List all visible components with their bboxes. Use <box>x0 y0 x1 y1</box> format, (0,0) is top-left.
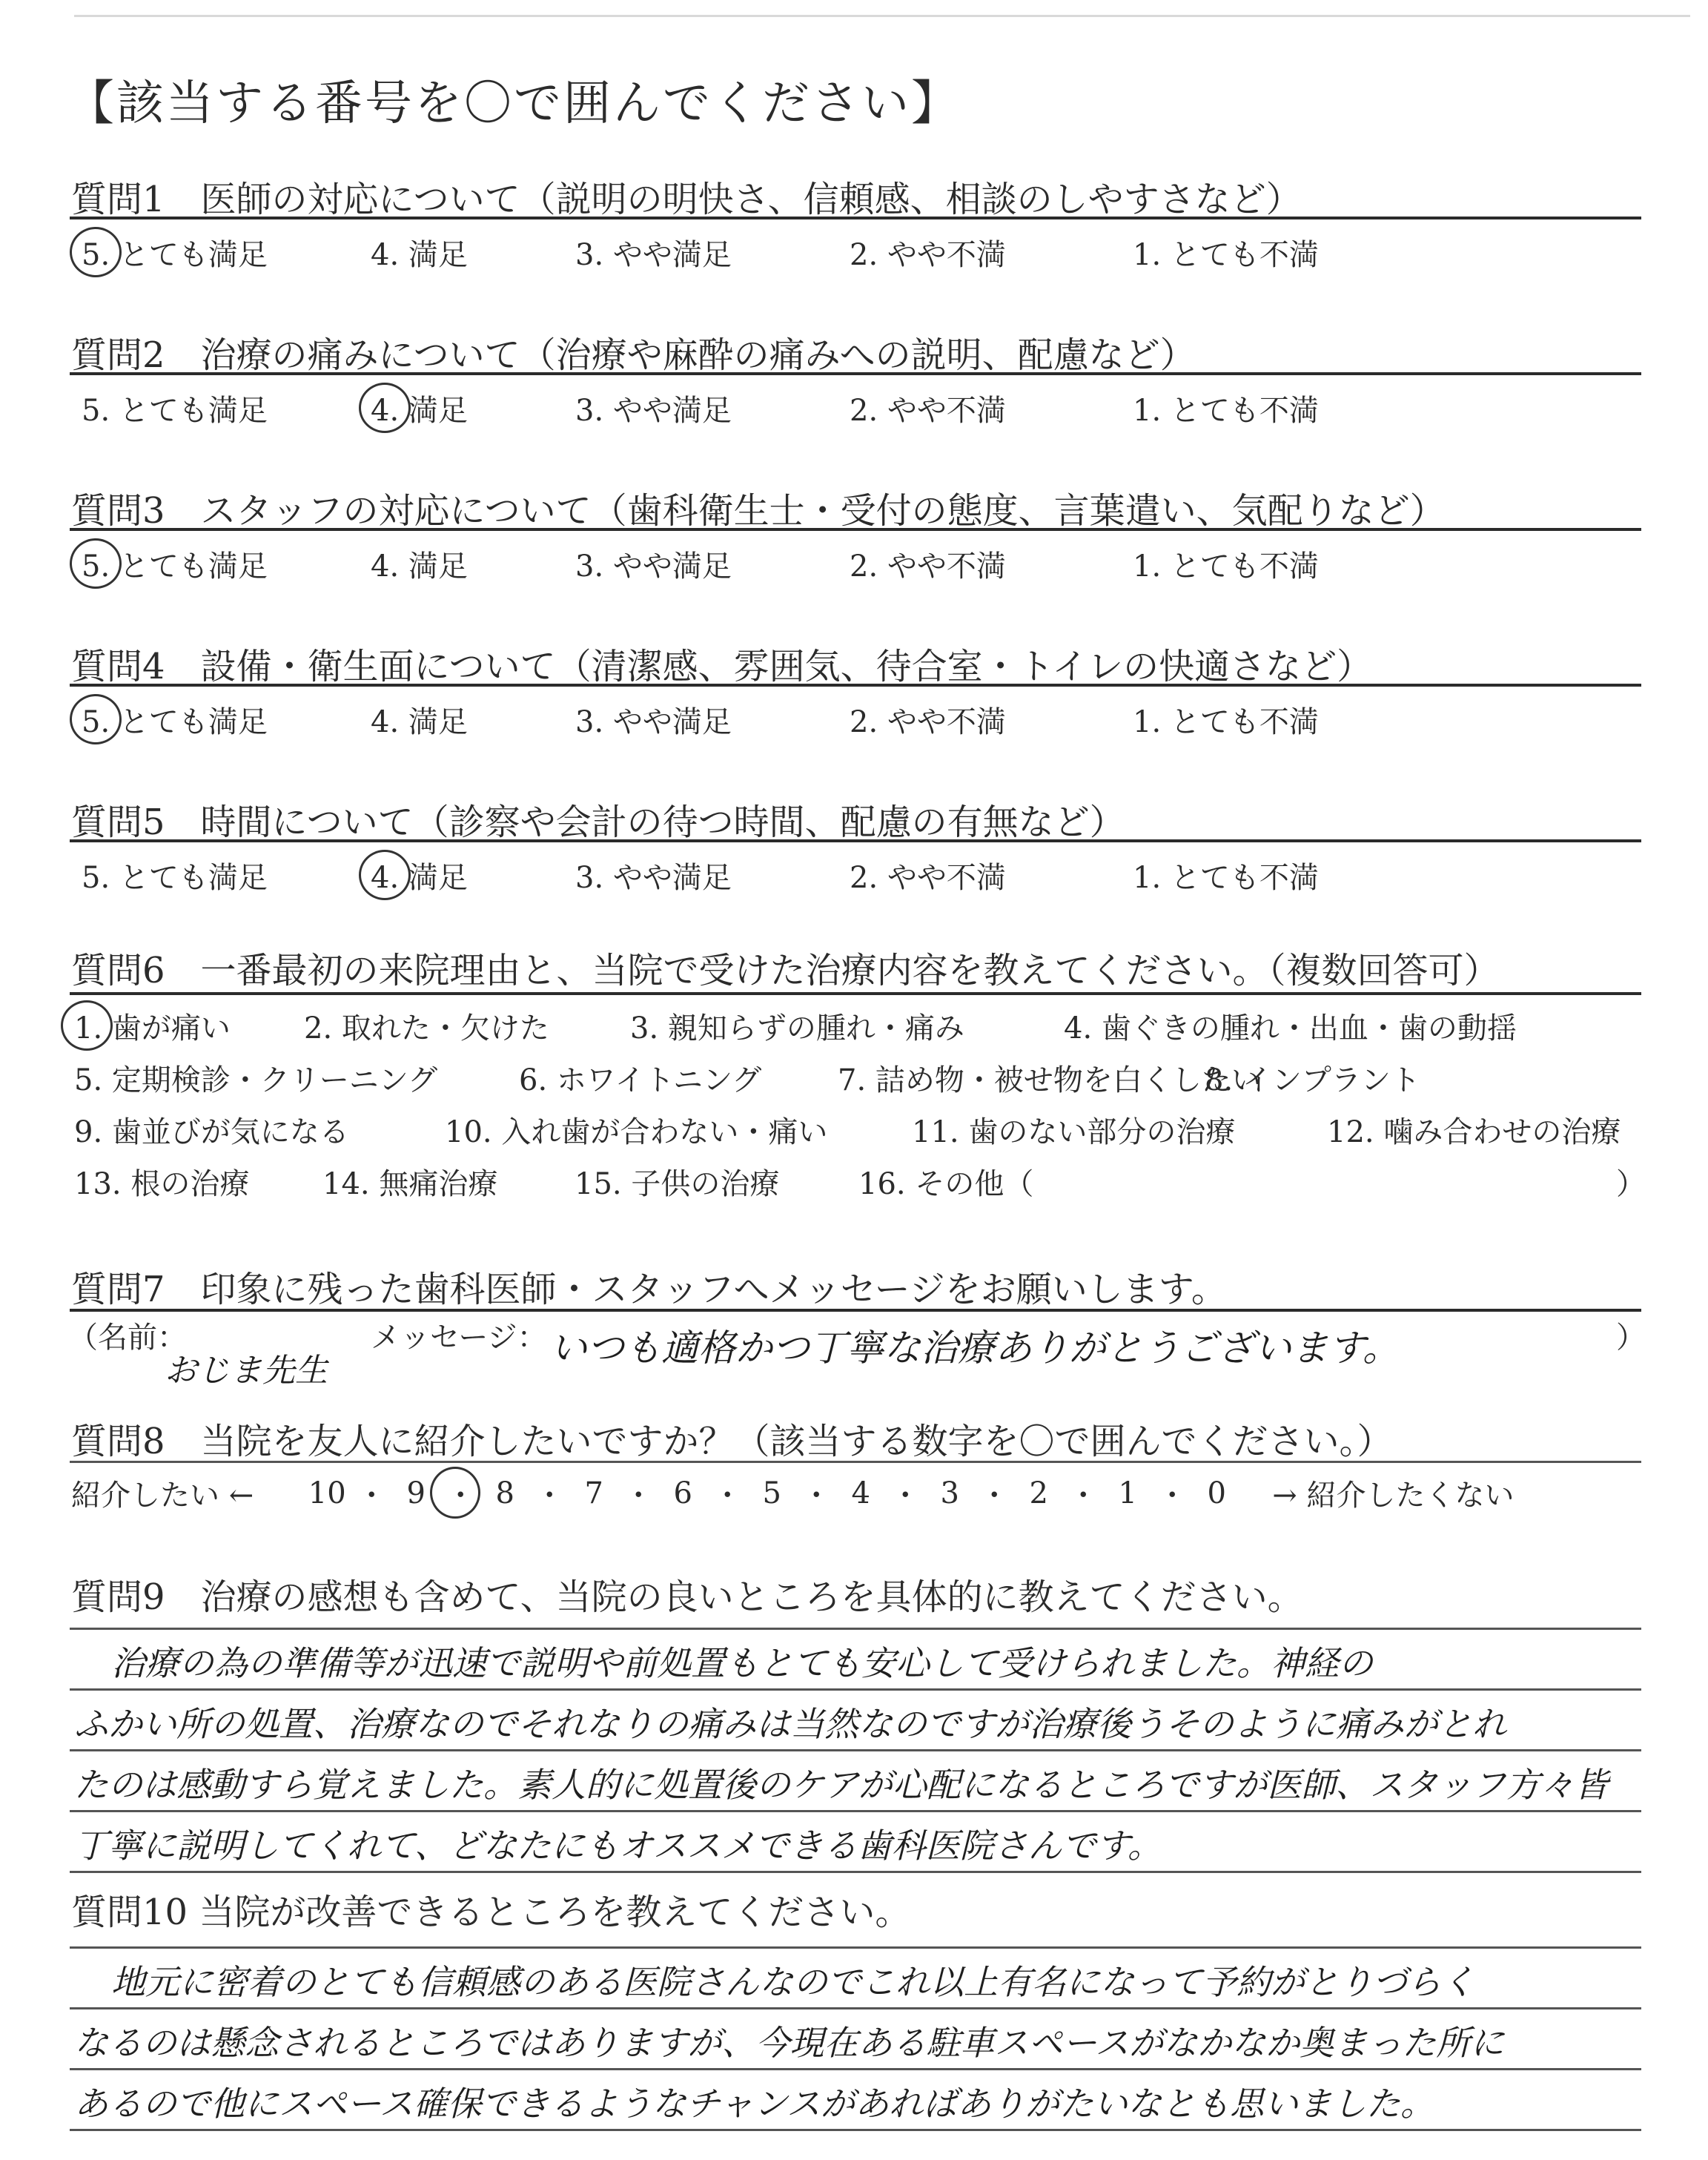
page-title: 【該当する番号を〇で囲んでください】 <box>67 76 961 131</box>
q9-answer-line[interactable]: ふかい所の処置、治療なのでそれなりの痛みは当然なのですが治療後うそのように痛みがとれ <box>74 1704 1506 1744</box>
q2-title: 質問2 治療の痛みについて（治療や麻酔の痛みへの説明、配慮など） <box>71 334 1196 376</box>
q2-option-3[interactable]: 3. やや満足 <box>575 394 732 428</box>
q8-scale-7[interactable]: 7 <box>584 1476 603 1510</box>
q9-answer-rule <box>70 1688 1641 1691</box>
q6-option-9[interactable]: 9. 歯並びが気になる <box>74 1115 349 1149</box>
q8-scale-separator: ・ <box>357 1479 387 1513</box>
q10-answer-rule <box>70 1946 1641 1949</box>
q5-option-1[interactable]: 1. とても不満 <box>1133 861 1319 895</box>
q9-answer-rule <box>70 1628 1641 1630</box>
q6-other-close-paren: ） <box>1616 1167 1646 1201</box>
q3-selected-circle <box>70 538 122 589</box>
q4-option-1[interactable]: 1. とても不満 <box>1133 705 1319 739</box>
q8-scale-8[interactable]: 8 <box>495 1476 514 1510</box>
q7-rule <box>70 1309 1641 1312</box>
q3-option-4[interactable]: 4. 満足 <box>371 549 468 584</box>
q3-option-1[interactable]: 1. とても不満 <box>1133 549 1319 584</box>
q8-scale-10[interactable]: 10 <box>308 1476 346 1510</box>
q6-option-8[interactable]: 8. インプラント <box>1205 1063 1420 1097</box>
q10-answer-rule <box>70 2068 1641 2070</box>
q8-scale-4[interactable]: 4 <box>851 1476 870 1510</box>
q1-option-3[interactable]: 3. やや満足 <box>575 238 732 272</box>
q8-scale-separator: ・ <box>890 1479 921 1513</box>
q6-option-15[interactable]: 15. 子供の治療 <box>575 1167 780 1201</box>
q6-option-14[interactable]: 14. 無痛治療 <box>322 1167 498 1201</box>
q5-rule <box>70 839 1641 842</box>
q8-scale-9[interactable]: 9 <box>406 1476 426 1510</box>
q8-selected-circle <box>430 1467 480 1519</box>
q1-option-5[interactable]: 5. とても満足 <box>82 238 268 272</box>
q8-scale-6[interactable]: 6 <box>673 1476 692 1510</box>
q9-answer-rule <box>70 1810 1641 1812</box>
q1-selected-circle <box>70 227 122 277</box>
q4-option-2[interactable]: 2. やや不満 <box>850 705 1006 739</box>
q10-answer-rule <box>70 2129 1641 2131</box>
q7-name-value[interactable]: おじま先生 <box>165 1352 328 1390</box>
q5-option-5[interactable]: 5. とても満足 <box>82 861 268 895</box>
q5-option-4[interactable]: 4. 満足 <box>371 861 468 895</box>
q6-selected-circle <box>61 1000 113 1051</box>
q7-message-label: メッセージ： <box>371 1321 547 1355</box>
top-border <box>74 15 1690 17</box>
q9-answer-rule <box>70 1871 1641 1873</box>
q6-option-16[interactable]: 16. その他（ <box>858 1167 1034 1201</box>
q6-option-2[interactable]: 2. 取れた・欠けた <box>304 1011 549 1046</box>
q4-option-3[interactable]: 3. やや満足 <box>575 705 732 739</box>
q6-option-6[interactable]: 6. ホワイトニング <box>519 1063 762 1097</box>
q6-title: 質問6 一番最初の来院理由と、当院で受けた治療内容を教えてください。（複数回答可） <box>71 950 1500 991</box>
q1-rule <box>70 217 1641 219</box>
q8-rule <box>70 1461 1641 1463</box>
q7-close-paren: ） <box>1616 1321 1646 1355</box>
q8-scale-1[interactable]: 1 <box>1118 1476 1137 1510</box>
q10-answer-rule <box>70 2007 1641 2009</box>
q8-scale-5[interactable]: 5 <box>762 1476 781 1510</box>
q6-option-11[interactable]: 11. 歯のない部分の治療 <box>912 1115 1236 1149</box>
q1-option-4[interactable]: 4. 満足 <box>371 238 468 272</box>
q9-answer-rule <box>70 1749 1641 1751</box>
q7-name-label: （名前： <box>68 1321 187 1355</box>
q1-option-1[interactable]: 1. とても不満 <box>1133 238 1319 272</box>
q4-title: 質問4 設備・衛生面について（清潔感、雰囲気、待合室・トイレの快適さなど） <box>71 646 1373 687</box>
q8-right-label: → 紹介したくない <box>1272 1479 1515 1513</box>
q2-option-5[interactable]: 5. とても満足 <box>82 394 268 428</box>
q4-option-5[interactable]: 5. とても満足 <box>82 705 268 739</box>
q5-option-3[interactable]: 3. やや満足 <box>575 861 732 895</box>
q9-answer-line[interactable]: 治療の為の準備等が迅速で説明や前処置もとても安心して受けられました。神経の <box>111 1643 1373 1683</box>
q2-option-2[interactable]: 2. やや不満 <box>850 394 1006 428</box>
q4-selected-circle <box>70 694 122 744</box>
q8-left-label: 紹介したい ← <box>71 1479 254 1513</box>
q8-scale-separator: ・ <box>534 1479 565 1513</box>
q8-scale-3[interactable]: 3 <box>940 1476 959 1510</box>
q9-title: 質問9 治療の感想も含めて、当院の良いところを具体的に教えてください。 <box>71 1576 1303 1618</box>
q8-scale-separator: ・ <box>446 1479 476 1513</box>
q6-option-3[interactable]: 3. 親知らずの腫れ・痛み <box>630 1011 964 1046</box>
q7-message-value[interactable]: いつも適格かつ丁寧な治療ありがとうございます。 <box>550 1327 1400 1370</box>
q5-selected-circle <box>359 850 411 900</box>
q4-rule <box>70 684 1641 687</box>
q10-answer-line[interactable]: なるのは懸念されるところではありますが、今現在ある駐車スペースがなかなか奥まった所に <box>74 2023 1505 2063</box>
q10-title: 質問10 当院が改善できるところを教えてください。 <box>71 1892 911 1933</box>
q8-scale-2[interactable]: 2 <box>1029 1476 1048 1510</box>
q8-scale <box>71 1472 1643 1514</box>
q8-scale-separator: ・ <box>623 1479 654 1513</box>
q5-title: 質問5 時間について（診察や会計の待つ時間、配慮の有無など） <box>71 802 1125 843</box>
q6-option-10[interactable]: 10. 入れ歯が合わない・痛い <box>445 1115 828 1149</box>
q3-title: 質問3 スタッフの対応について（歯科衛生士・受付の態度、言葉遣い、気配りなど） <box>71 490 1446 532</box>
q2-option-4[interactable]: 4. 満足 <box>371 394 468 428</box>
q4-option-4[interactable]: 4. 満足 <box>371 705 468 739</box>
q8-scale-separator: ・ <box>712 1479 743 1513</box>
q1-option-2[interactable]: 2. やや不満 <box>850 238 1006 272</box>
q6-option-13[interactable]: 13. 根の治療 <box>74 1167 250 1201</box>
q3-option-3[interactable]: 3. やや満足 <box>575 549 732 584</box>
q2-selected-circle <box>359 383 411 433</box>
q5-option-2[interactable]: 2. やや不満 <box>850 861 1006 895</box>
q1-title: 質問1 医師の対応について（説明の明快さ、信頼感、相談のしやすさなど） <box>71 179 1302 220</box>
q8-scale-separator: ・ <box>1157 1479 1188 1513</box>
q3-rule <box>70 528 1641 531</box>
q9-answer-line[interactable]: たのは感動すら覚えました。素人的に処置後のケアが心配になるところですが医師、スタッフ方々皆 <box>74 1765 1609 1805</box>
q6-rule <box>70 992 1641 995</box>
q6-option-7[interactable]: 7. 詰め物・被せ物を白くしたい <box>838 1063 1261 1097</box>
q6-option-5[interactable]: 5. 定期検診・クリーニング <box>74 1063 438 1097</box>
q6-option-4[interactable]: 4. 歯ぐきの腫れ・出血・歯の動揺 <box>1064 1011 1517 1046</box>
q2-rule <box>70 372 1641 375</box>
q8-scale-separator: ・ <box>979 1479 1010 1513</box>
q6-option-1[interactable]: 1. 歯が痛い <box>74 1011 231 1046</box>
q3-option-2[interactable]: 2. やや不満 <box>850 549 1006 584</box>
q8-title: 質問8 当院を友人に紹介したいですか？（該当する数字を〇で囲んでください。） <box>71 1421 1393 1462</box>
q10-answer-line[interactable]: 地元に密着のとても信頼感のある医院さんなのでこれ以上有名になって予約がとりづらく <box>111 1962 1475 2002</box>
q6-option-12[interactable]: 12. 噛み合わせの治療 <box>1327 1115 1621 1149</box>
q9-answer-line[interactable]: 丁寧に説明してくれて、どなたにもオススメできる歯科医院さんです。 <box>74 1826 1162 1866</box>
q2-option-1[interactable]: 1. とても不満 <box>1133 394 1319 428</box>
q8-scale-separator: ・ <box>1068 1479 1099 1513</box>
q8-scale-0[interactable]: 0 <box>1207 1476 1226 1510</box>
q10-answer-line[interactable]: あるので他にスペース確保できるようなチャンスがあればありがたいなとも思いました。 <box>74 2084 1434 2124</box>
q8-scale-separator: ・ <box>801 1479 832 1513</box>
q3-option-5[interactable]: 5. とても満足 <box>82 549 268 584</box>
q7-title: 質問7 印象に残った歯科医師・スタッフへメッセージをお願いします。 <box>71 1269 1227 1310</box>
